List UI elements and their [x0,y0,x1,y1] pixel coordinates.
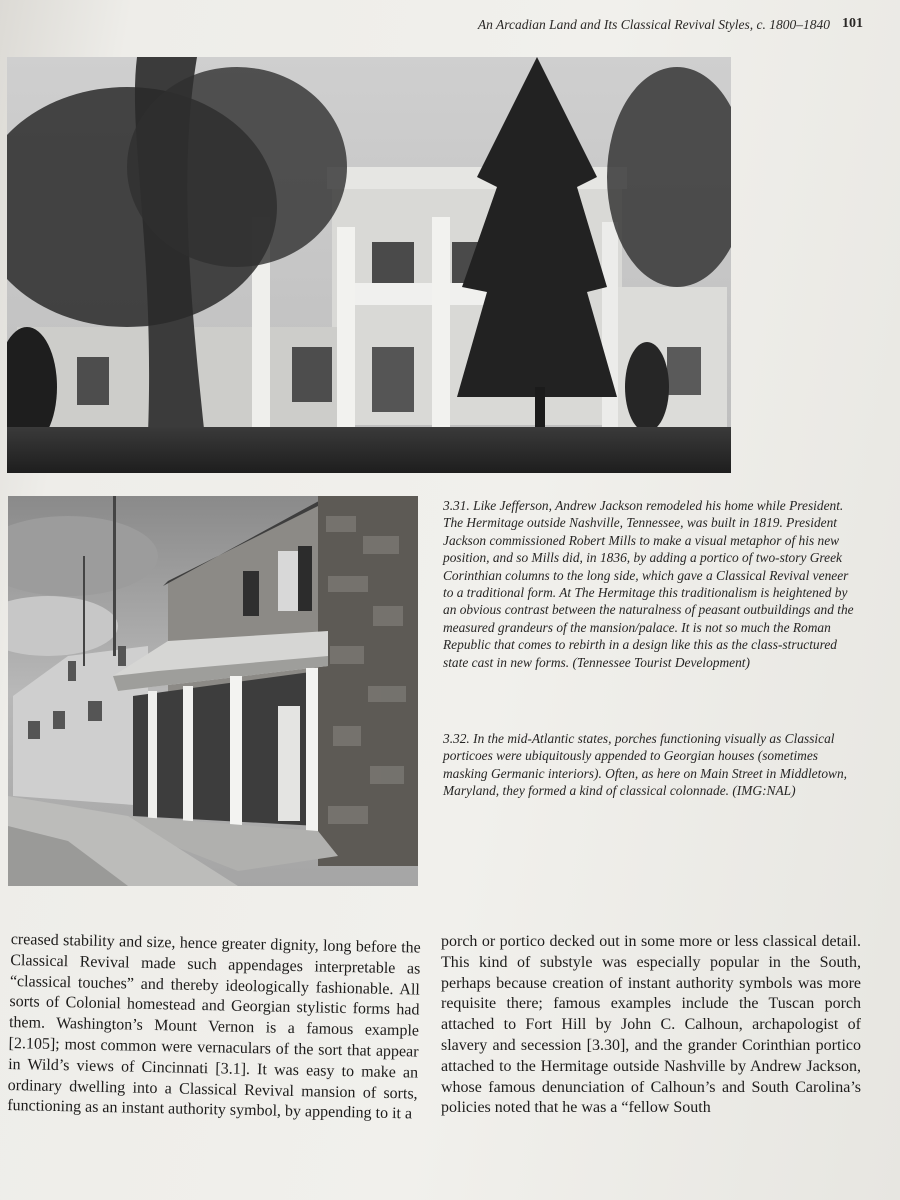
page-number: 101 [842,16,863,31]
hermitage-photo-illustration [7,57,731,473]
hermitage-photo [7,57,731,473]
figure-caption-3-32: 3.32. In the mid-Atlantic states, porches functioning visually as Classical porticoes were ubiquitously appended to Georgian houses (sometimes masking Germanic interiors). Often, as here on Main Street in Middletown, Maryland, they formed a kind of classical colonnade. (IMG:NAL) [443,731,848,799]
figure-caption-3-31: 3.31. Like Jefferson, Andrew Jackson remodeled his home while President. The Hermitage outside Nashville, Tennessee, was built in 1819. President Jackson commissioned Robert Mills to make a visual metaphor of his new position, and so Mills did, in 1836, by adding a portico of two-story Greek Corinthian columns to the long side, which gave a Classical Revival veneer to a traditional form. At The Hermitage this traditionalism is heightened by an obvious contrast between the naturalness of peasant outbuildings and the measured grandeurs of the mansion/palace. It is not so much the Roman Republic that comes to rebirth in a design like this as the class-structured state cast in new forms. (Tennessee Tourist Development) [443,498,854,670]
middletown-street-photo [8,496,418,886]
running-head: An Arcadian Land and Its Classical Revival Styles, c. 1800–1840 [477,17,830,32]
middletown-photo-illustration [8,496,418,886]
body-text-left-column [7,930,421,1126]
body-paragraph: creased stability and size, hence greater dignity, long before the Classical Revival made such appendages interpretable as “classical touches” and thereby ideologically fashionable. All sorts of Colonial homestead and Georgian stylistic forms had them. Washington’s Mount Vernon is a famous example [2.105]; most common were vernaculars of the sort that appear in Wild’s views of Cincinnati [3.1]. It was easy to make an ordinary dwelling into a Classical Revival mansion of sorts, functioning as an instant authority symbol, by appending to it a [7,930,421,1123]
body-text-right-column [441,932,861,1119]
body-paragraph: porch or portico decked out in some more or less classical detail. This kind of substyle was especially popular in the South, perhaps because creation of instant authority symbols was more requisite there; famous examples include the Tuscan porch attached to Fort Hill by John C. Calhoun, archapologist of slavery and secession [3.30], and the grander Corinthian portico attached to the Hermitage outside Nashville by Andrew Jackson, whose famous denunciation of Calhoun’s and South Carolina’s policies noted that he was a “fellow South [441,933,861,1117]
